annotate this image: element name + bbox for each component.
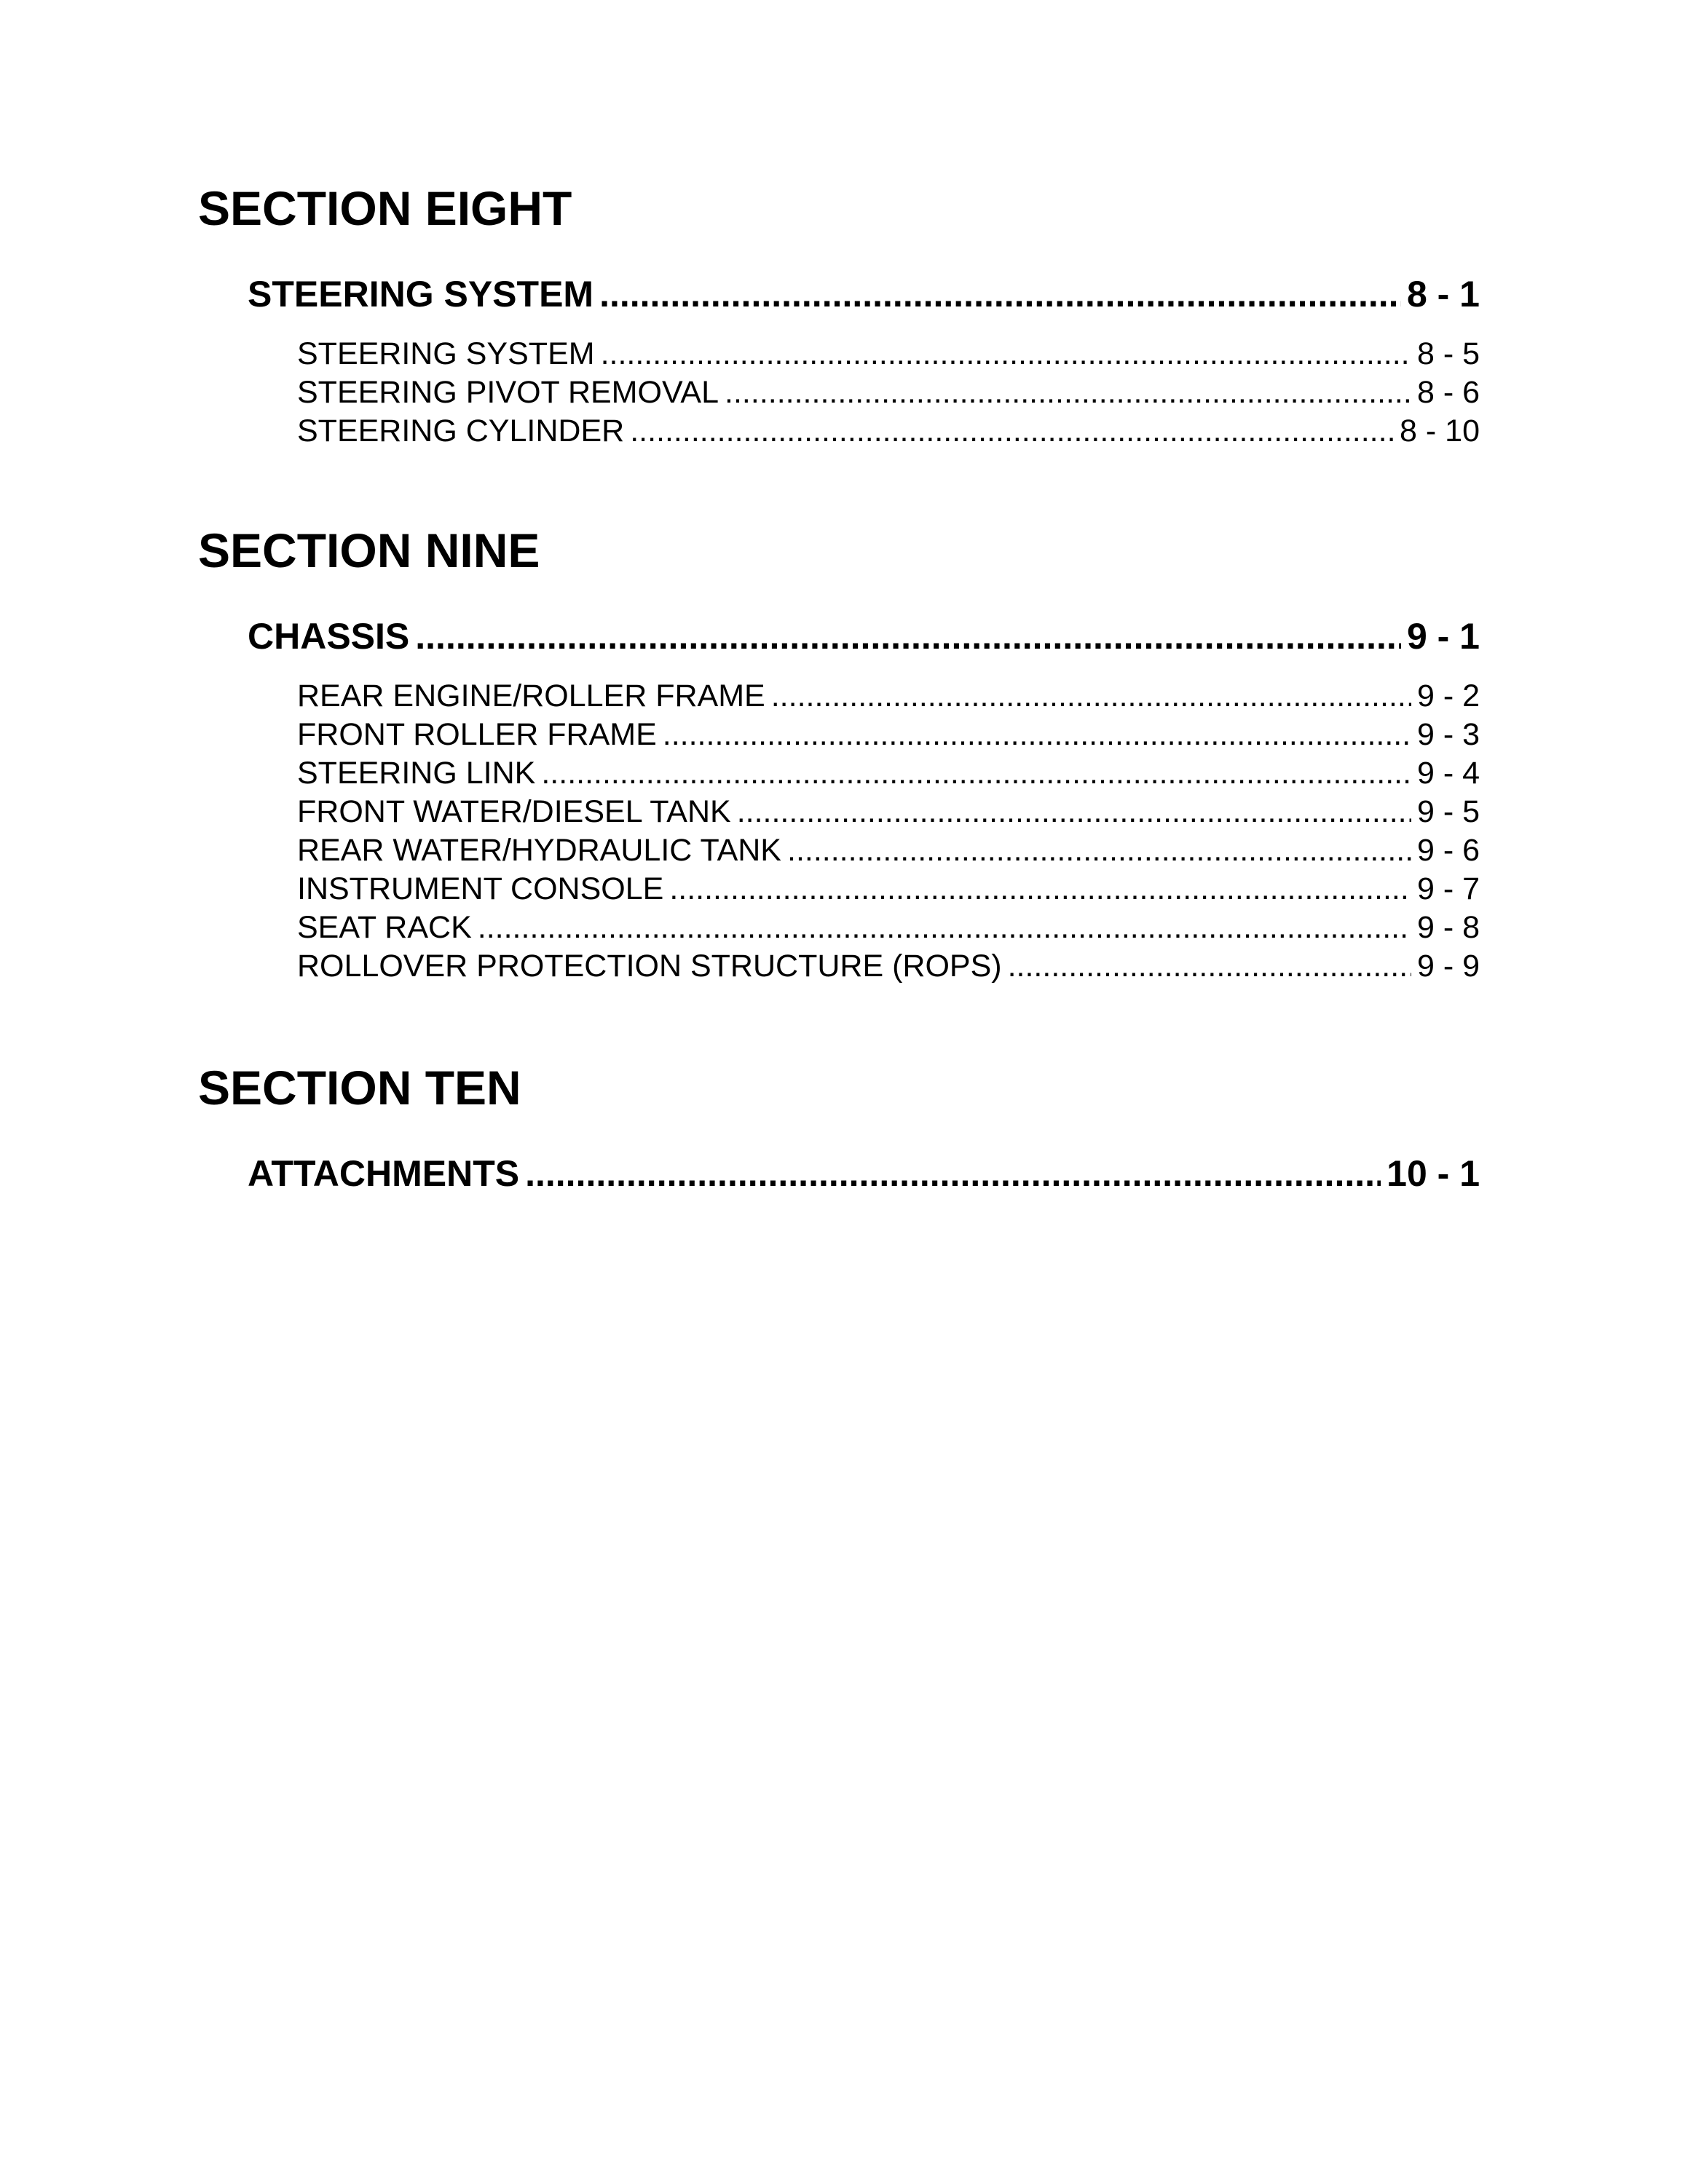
toc-entry[interactable] <box>297 947 1480 986</box>
section-title: SECTION EIGHT <box>198 181 572 235</box>
toc-entry[interactable] <box>297 716 1480 754</box>
toc-entry-page: 9 - 8 <box>1416 910 1480 945</box>
chapter-page-number: 9 - 1 <box>1406 616 1480 657</box>
section-title: SECTION TEN <box>198 1061 521 1115</box>
toc-entry[interactable] <box>297 793 1480 831</box>
toc-entry-page: 9 - 6 <box>1416 833 1480 868</box>
toc-entry[interactable] <box>297 677 1480 716</box>
toc-entry[interactable] <box>297 870 1480 909</box>
toc-entry[interactable] <box>297 754 1480 793</box>
toc-entry[interactable] <box>297 909 1480 947</box>
toc-entry-label: SEAT RACK <box>297 910 472 945</box>
toc-entry-list <box>297 677 1480 986</box>
chapter-label: CHASSIS <box>248 616 410 657</box>
chapter-label: STEERING SYSTEM <box>248 274 594 314</box>
toc-entry-page: 8 - 10 <box>1400 414 1480 448</box>
dot-leader <box>1008 947 1411 986</box>
toc-entry-label: STEERING LINK <box>297 756 536 791</box>
dot-leader <box>415 614 1401 658</box>
dot-leader <box>771 677 1411 716</box>
toc-entry-page: 9 - 5 <box>1416 794 1480 829</box>
dot-leader <box>630 412 1394 451</box>
toc-entry-label: REAR ENGINE/ROLLER FRAME <box>297 678 765 713</box>
toc-entry-page: 9 - 9 <box>1416 949 1480 984</box>
toc-entry[interactable] <box>297 831 1480 870</box>
toc-entry-page: 8 - 5 <box>1416 336 1480 371</box>
dot-leader <box>601 335 1411 373</box>
toc-entry[interactable] <box>297 412 1480 451</box>
toc-entry[interactable] <box>297 335 1480 373</box>
dot-leader <box>663 716 1411 754</box>
chapter-entry-chassis[interactable] <box>248 614 1480 658</box>
toc-entry-page: 9 - 2 <box>1416 678 1480 713</box>
toc-entry[interactable] <box>297 373 1480 412</box>
section-title: SECTION NINE <box>198 523 540 577</box>
toc-entry-list <box>297 335 1480 451</box>
chapter-entry-steering-system[interactable] <box>248 272 1480 316</box>
dot-leader <box>669 870 1411 909</box>
toc-entry-page: 9 - 3 <box>1416 717 1480 752</box>
dot-leader <box>525 1152 1381 1195</box>
dot-leader <box>725 373 1411 412</box>
section-nine <box>198 523 1480 986</box>
chapter-label: ATTACHMENTS <box>248 1153 520 1194</box>
toc-entry-page: 8 - 6 <box>1416 375 1480 410</box>
toc-entry-page: 9 - 4 <box>1416 756 1480 791</box>
chapter-page-number: 10 - 1 <box>1387 1153 1480 1194</box>
dot-leader <box>541 754 1411 793</box>
chapter-entry-attachments[interactable] <box>248 1152 1480 1195</box>
dot-leader <box>478 909 1411 947</box>
toc-entry-label: STEERING CYLINDER <box>297 414 625 448</box>
section-ten <box>198 1060 1480 1195</box>
chapter-page-number: 8 - 1 <box>1406 274 1480 314</box>
dot-leader <box>599 272 1401 316</box>
toc-entry-label: FRONT ROLLER FRAME <box>297 717 657 752</box>
toc-entry-label: ROLLOVER PROTECTION STRUCTURE (ROPS) <box>297 949 1002 984</box>
section-eight <box>198 181 1480 451</box>
toc-entry-label: STEERING PIVOT REMOVAL <box>297 375 719 410</box>
toc-entry-label: STEERING SYSTEM <box>297 336 595 371</box>
dot-leader <box>787 831 1411 870</box>
toc-entry-label: INSTRUMENT CONSOLE <box>297 871 664 906</box>
toc-entry-page: 9 - 7 <box>1416 871 1480 906</box>
dot-leader <box>737 793 1411 831</box>
toc-entry-label: REAR WATER/HYDRAULIC TANK <box>297 833 781 868</box>
toc-entry-label: FRONT WATER/DIESEL TANK <box>297 794 731 829</box>
